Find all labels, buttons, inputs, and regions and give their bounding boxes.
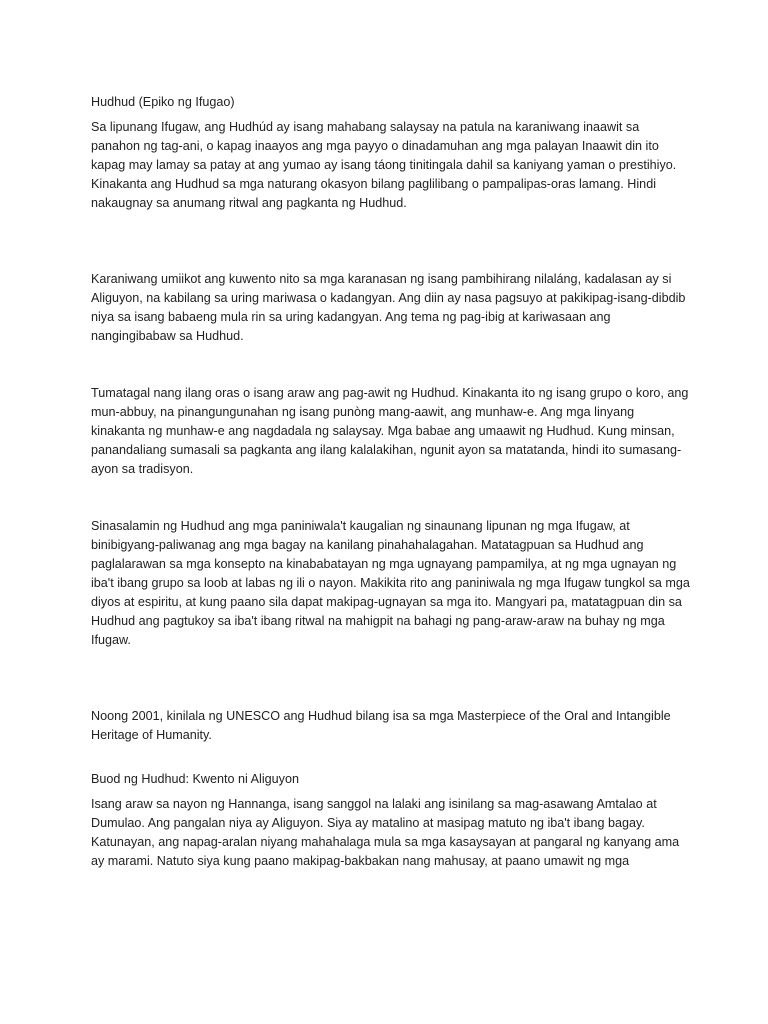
document-title: Hudhud (Epiko ng Ifugao) [91, 95, 235, 109]
paragraph-intro: Sa lipunang Ifugaw, ang Hudhúd ay isang mahabang salaysay na patula na karaniwang inaawit sa panahon ng tag-ani, o kapag inaayos ang mga payyo o dinadamuhan ang mga palayan Inaawit din ito kapag may lamay sa patay at ang yumao ay isang táong tinitingala dahil sa kaniyang yaman o prestihiyo. Kinakanta ang Hudhud sa mga naturang okasyon bilang paglilibang o pampalipas-oras lamang. Hindi nakaugnay sa anumang ritwal ang pagkanta ng Hudhud. [91, 120, 677, 210]
paragraph-unesco: Noong 2001, kinilala ng UNESCO ang Hudhud bilang isa sa mga Masterpiece of the Oral and Intangible Heritage of Humanity. [91, 709, 671, 742]
paragraph-performance: Tumatagal nang ilang oras o isang araw ang pag-awit ng Hudhud. Kinakanta ito ng isang grupo o koro, ang mun-abbuy, na pinangungunahan ng isang punòng mang-aawit, ang munhaw-e. Ang mga linyang kinakanta ng munhaw-e ang nagdadala ng salaysay. Mga babae ang umaawit ng Hudhud. Kung minsan, panandaliang sumasali sa pagkanta ang ilang kalalakihan, ngunit ayon sa matatanda, hindi ito sumasang-ayon sa tradisyon. [91, 386, 689, 476]
paragraph-beliefs: Sinasalamin ng Hudhud ang mga paniniwala't kaugalian ng sinaunang lipunan ng mga Ifugaw, at binibigyang-paliwanag ang mga bagay na kanilang pinahahalagahan. Matatagpuan sa Hudhud ang paglalarawan sa mga konsepto na kinababatayan ng mga ugnayang pampamilya, at ng mga ugnayan ng iba't ibang grupo sa loob at labas ng ili o nayon. Makikita rito ang paniniwala ng mga Ifugaw tungkol sa mga diyos at espiritu, at kung paano sila dapat makipag-ugnayan sa mga ito. Mangyari pa, matatagpuan din sa Hudhud ang pagtukoy sa iba't ibang ritwal na mahigpit na bahagi ng pang-araw-araw na buhay ng mga Ifugaw. [91, 519, 690, 647]
section-subtitle: Buod ng Hudhud: Kwento ni Aliguyon [91, 772, 299, 786]
document-page [91, 93, 691, 871]
paragraph-story-theme: Karaniwang umiikot ang kuwento nito sa mga karanasan ng isang pambihirang nilaláng, kadalasan ay si Aliguyon, na kabilang sa uring mariwasa o kadangyan. Ang diin ay nasa pagsuyo at pakikipag-isang-dibdib niya sa isang babaeng mula rin sa uring kadangyan. Ang tema ng pag-ibig at kariwasaan ang nangingibabaw sa Hudhud. [91, 272, 686, 343]
paragraph-summary: Isang araw sa nayon ng Hannanga, isang sanggol na lalaki ang isinilang sa mag-asawang Amtalao at Dumulao. Ang pangalan niya ay Aliguyon. Siya ay matalino at masipag matuto ng iba't ibang bagay. Katunayan, ang napag-aralan niyang mahahalaga mula sa mga kasaysayan at pangaral ng kanyang ama ay marami. Natuto siya kung paano makipag-bakbakan nang mahusay, at paano umawit ng mga [91, 797, 680, 868]
